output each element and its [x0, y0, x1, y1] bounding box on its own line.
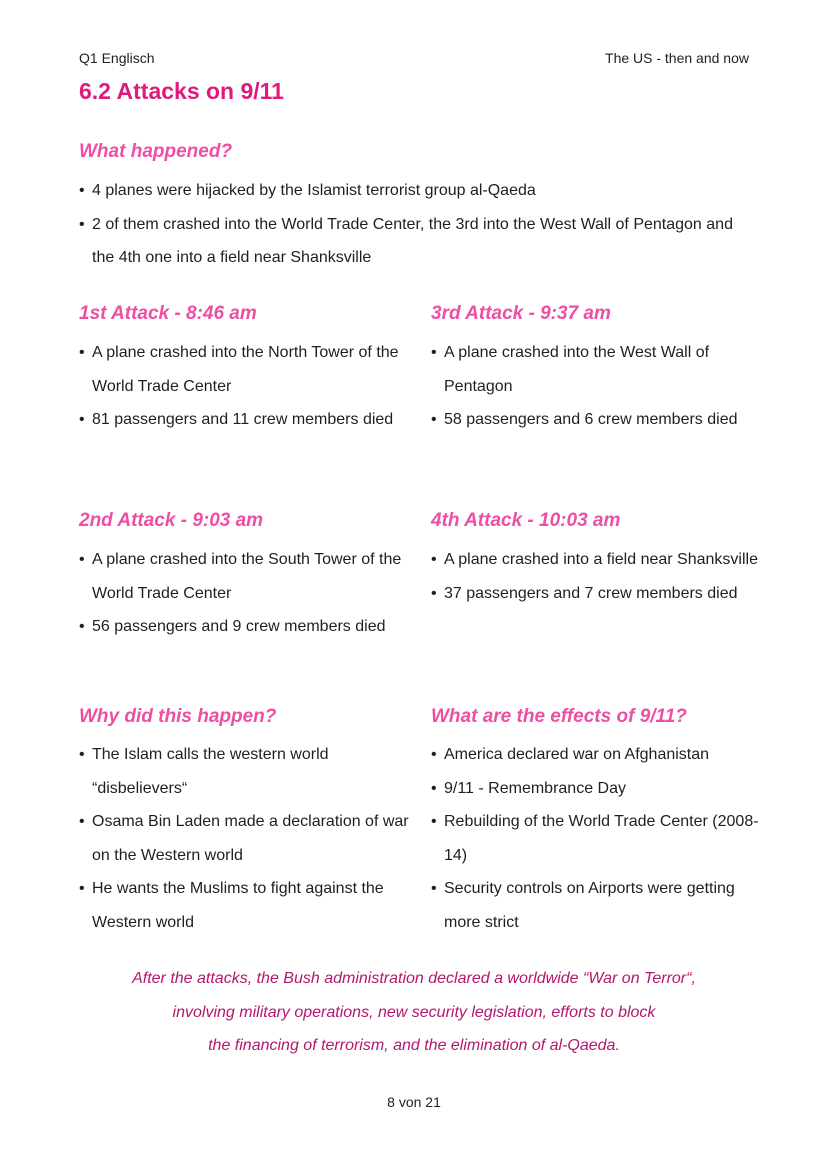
page-number: 8 von 21: [387, 1094, 441, 1110]
list-item: • 56 passengers and 9 crew members died: [79, 610, 409, 644]
list-item: • The Islam calls the western world “disbelievers“: [79, 738, 409, 805]
why-list: [79, 738, 409, 939]
effects-heading: What are the effects of 9/11?: [431, 706, 687, 727]
header-subject: Q1 Englisch: [79, 50, 155, 66]
attack-3-list: [431, 336, 761, 437]
list-item: • 37 passengers and 7 crew members died: [431, 577, 761, 611]
closing-line: the financing of terrorism, and the elimination of al-Qaeda.: [208, 1037, 620, 1054]
effects-list: [431, 738, 761, 939]
attack-3-heading: 3rd Attack - 9:37 am: [431, 303, 611, 324]
header-topic: The US - then and now: [605, 50, 749, 66]
attack-4-heading: 4th Attack - 10:03 am: [431, 510, 621, 531]
list-item: • A plane crashed into the West Wall of Pentagon: [431, 336, 761, 403]
what-happened-heading: What happened?: [79, 141, 233, 162]
list-item: • Security controls on Airports were getting more strict: [431, 872, 761, 939]
attack-1-heading: 1st Attack - 8:46 am: [79, 303, 257, 324]
why-heading: Why did this happen?: [79, 706, 277, 727]
list-item: • He wants the Muslims to fight against the Western world: [79, 872, 409, 939]
list-item: • A plane crashed into the South Tower of the World Trade Center: [79, 543, 409, 610]
attack-4-list: [431, 543, 761, 610]
closing-line: After the attacks, the Bush administration declared a worldwide “War on Terror“,: [132, 970, 696, 987]
page-title: 6.2 Attacks on 9/11: [79, 78, 284, 104]
attack-2-heading: 2nd Attack - 9:03 am: [79, 510, 264, 531]
list-item: • 2 of them crashed into the World Trade Center, the 3rd into the West Wall of Pentagon and the 4th one into a field near Shanksville: [79, 208, 759, 275]
list-item: • 58 passengers and 6 crew members died: [431, 403, 761, 437]
list-item: • A plane crashed into the North Tower of the World Trade Center: [79, 336, 409, 403]
list-item: • 81 passengers and 11 crew members died: [79, 403, 409, 437]
list-item: • 9/11 - Remembrance Day: [431, 772, 761, 806]
list-item: • 4 planes were hijacked by the Islamist terrorist group al-Qaeda: [79, 174, 759, 208]
attack-2-list: [79, 543, 409, 644]
list-item: • A plane crashed into a field near Shanksville: [431, 543, 761, 577]
attack-1-list: [79, 336, 409, 437]
closing-line: involving military operations, new security legislation, efforts to block: [172, 1003, 656, 1021]
list-item: • Osama Bin Laden made a declaration of war on the Western world: [79, 805, 409, 872]
list-item: • America declared war on Afghanistan: [431, 738, 761, 772]
what-happened-list: [79, 174, 759, 275]
list-item: • Rebuilding of the World Trade Center (2008-14): [431, 805, 761, 872]
closing-summary: [79, 962, 749, 1063]
